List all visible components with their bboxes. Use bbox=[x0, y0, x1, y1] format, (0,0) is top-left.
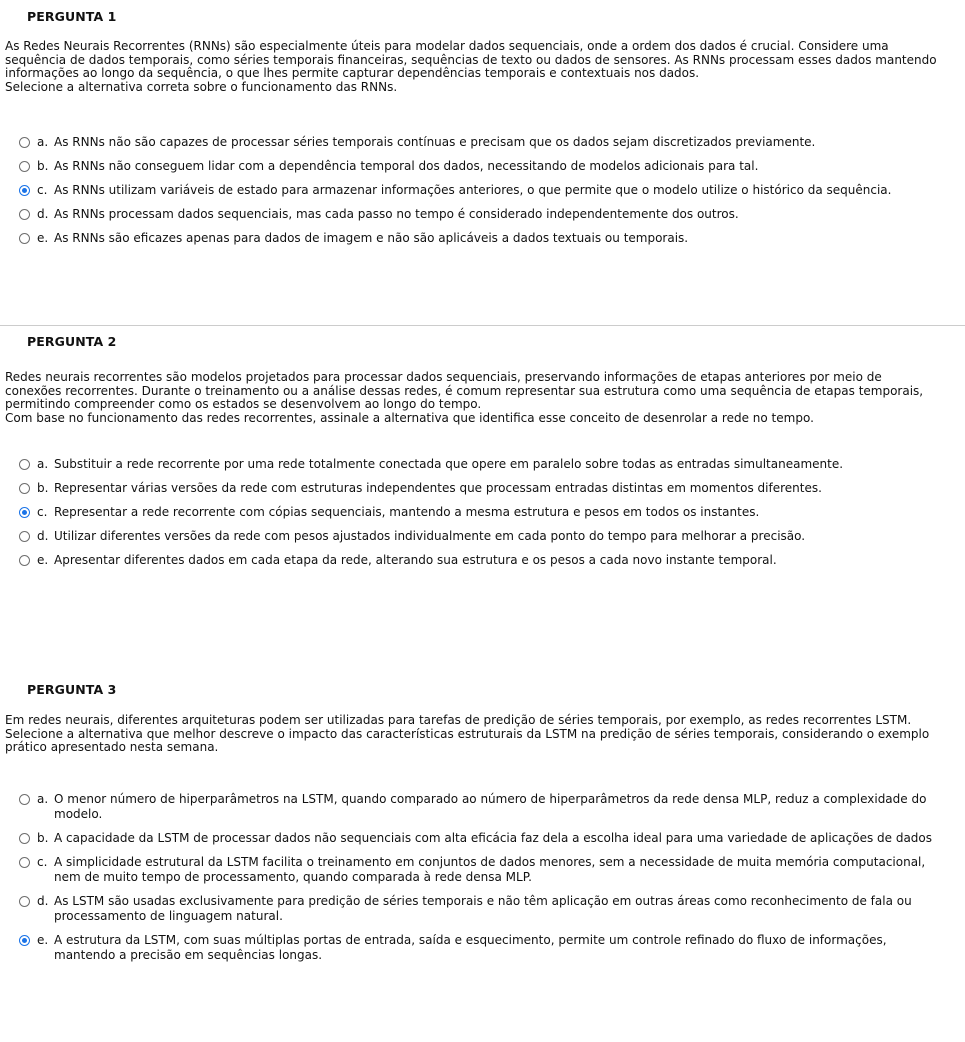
option-c[interactable] bbox=[5, 855, 940, 885]
option-letter: a. bbox=[37, 792, 49, 806]
radio-button-icon[interactable] bbox=[19, 794, 30, 805]
option-letter: a. bbox=[37, 457, 49, 471]
option-b[interactable] bbox=[5, 481, 940, 496]
option-b[interactable] bbox=[5, 159, 940, 174]
option-d[interactable] bbox=[5, 207, 940, 222]
question-stem bbox=[5, 371, 940, 425]
option-c[interactable] bbox=[5, 183, 940, 198]
radio-button-icon[interactable] bbox=[19, 233, 30, 244]
option-letter: b. bbox=[37, 159, 49, 173]
option-letter: d. bbox=[37, 207, 49, 221]
option-c[interactable] bbox=[5, 505, 940, 520]
option-text[interactable]: Representar a rede recorrente com cópias sequenciais, mantendo a mesma estrutura e pesos em todos os instantes. bbox=[54, 505, 760, 519]
question-text: Em redes neurais, diferentes arquiteturas podem ser utilizadas para tarefas de predição de séries temporais, por exemplo, as redes recorrentes LSTM. bbox=[5, 713, 912, 727]
option-text[interactable]: As RNNs utilizam variáveis de estado para armazenar informações anteriores, o que permite que o modelo utilize o histórico da sequência. bbox=[54, 183, 892, 197]
option-e[interactable] bbox=[5, 553, 940, 568]
option-text[interactable]: A capacidade da LSTM de processar dados não sequenciais com alta eficácia faz dela a escolha ideal para uma variedade de aplicações de dados bbox=[54, 831, 933, 845]
question-title: PERGUNTA 1 bbox=[27, 9, 117, 24]
option-a[interactable] bbox=[5, 135, 940, 150]
question-2 bbox=[0, 325, 965, 567]
answer-options bbox=[5, 792, 940, 972]
option-letter: e. bbox=[37, 933, 49, 947]
option-text[interactable]: Representar várias versões da rede com estruturas independentes que processam entradas distintas em momentos diferentes. bbox=[54, 481, 822, 495]
question-text: As Redes Neurais Recorrentes (RNNs) são especialmente úteis para modelar dados sequenciais, onde a ordem dos dados é crucial. Considere uma sequência de dados temporais, como séries temporais financeiras, sequências de texto ou dados de sensores. As RNNs processam esses dados mantendo informações ao longo da sequência, o que lhes permite capturar dependências temporais e contextuais nos dados. bbox=[5, 39, 937, 80]
radio-button-selected-icon[interactable] bbox=[19, 935, 30, 946]
question-text: Redes neurais recorrentes são modelos projetados para processar dados sequenciais, preservando informações de etapas anteriores por meio de conexões recorrentes. Durante o treinamento ou a análise dessas redes, é comum representar sua estrutura como uma sequência de etapas temporais, permitindo compreender como os estados se desenvolvem ao longo do tempo. bbox=[5, 370, 924, 411]
radio-button-icon[interactable] bbox=[19, 209, 30, 220]
option-text[interactable]: As RNNs não conseguem lidar com a dependência temporal dos dados, necessitando de modelos adicionais para tal. bbox=[54, 159, 759, 173]
option-e[interactable] bbox=[5, 231, 940, 246]
radio-button-icon[interactable] bbox=[19, 896, 30, 907]
question-stem bbox=[5, 714, 940, 755]
radio-button-icon[interactable] bbox=[19, 857, 30, 868]
question-title: PERGUNTA 3 bbox=[27, 682, 117, 697]
radio-button-selected-icon[interactable] bbox=[19, 185, 30, 196]
option-text[interactable]: Utilizar diferentes versões da rede com pesos ajustados individualmente em cada ponto do tempo para melhorar a precisão. bbox=[54, 529, 806, 543]
option-text[interactable]: As RNNs são eficazes apenas para dados de imagem e não são aplicáveis a dados textuais ou temporais. bbox=[54, 231, 689, 245]
option-b[interactable] bbox=[5, 831, 940, 846]
question-instruction: Com base no funcionamento das redes recorrentes, assinale a alternativa que identifica esse conceito de desenrolar a rede no tempo. bbox=[5, 410, 814, 425]
radio-button-icon[interactable] bbox=[19, 161, 30, 172]
radio-button-icon[interactable] bbox=[19, 483, 30, 494]
option-letter: b. bbox=[37, 831, 49, 845]
option-letter: c. bbox=[37, 505, 48, 519]
option-e[interactable] bbox=[5, 933, 940, 963]
radio-button-icon[interactable] bbox=[19, 531, 30, 542]
question-stem bbox=[5, 40, 940, 94]
question-instruction: Selecione a alternativa que melhor descreve o impacto das características estruturais da LSTM na predição de séries temporais, considerando o exemplo prático apresentado nesta semana. bbox=[5, 726, 930, 754]
answer-options bbox=[5, 135, 940, 255]
option-letter: a. bbox=[37, 135, 49, 149]
question-instruction: Selecione a alternativa correta sobre o funcionamento das RNNs. bbox=[5, 79, 398, 94]
option-text[interactable]: Substituir a rede recorrente por uma rede totalmente conectada que opere em paralelo sobre todas as entradas simultaneamente. bbox=[54, 457, 844, 471]
option-letter: e. bbox=[37, 231, 49, 245]
option-text[interactable]: O menor número de hiperparâmetros na LSTM, quando comparado ao número de hiperparâmetros da rede densa MLP, reduz a complexidade do modelo. bbox=[54, 792, 927, 821]
option-text[interactable]: As LSTM são usadas exclusivamente para predição de séries temporais e não têm aplicação em outras áreas como reconhecimento de fala ou processamento de linguagem natural. bbox=[54, 894, 912, 923]
radio-button-icon[interactable] bbox=[19, 833, 30, 844]
radio-button-selected-icon[interactable] bbox=[19, 507, 30, 518]
option-text[interactable]: A simplicidade estrutural da LSTM facilita o treinamento em conjuntos de dados menores, sem a necessidade de muita memória computacional, nem de muito tempo de processamento, quando comparada à rede densa MLP. bbox=[54, 855, 926, 884]
question-title: PERGUNTA 2 bbox=[27, 334, 117, 349]
option-letter: e. bbox=[37, 553, 49, 567]
option-a[interactable] bbox=[5, 457, 940, 472]
option-letter: c. bbox=[37, 183, 48, 197]
option-text[interactable]: As RNNs não são capazes de processar séries temporais contínuas e precisam que os dados sejam discretizados previamente. bbox=[54, 135, 816, 149]
option-d[interactable] bbox=[5, 894, 940, 924]
option-a[interactable] bbox=[5, 792, 940, 822]
option-letter: d. bbox=[37, 894, 49, 908]
option-letter: d. bbox=[37, 529, 49, 543]
option-letter: c. bbox=[37, 855, 48, 869]
radio-button-icon[interactable] bbox=[19, 137, 30, 148]
answer-options bbox=[5, 457, 940, 577]
option-text[interactable]: As RNNs processam dados sequenciais, mas cada passo no tempo é considerado independentemente dos outros. bbox=[54, 207, 739, 221]
option-text[interactable]: A estrutura da LSTM, com suas múltiplas portas de entrada, saída e esquecimento, permite um controle refinado do fluxo de informações, mantendo a precisão em sequências longas. bbox=[54, 933, 887, 962]
radio-button-icon[interactable] bbox=[19, 459, 30, 470]
option-text[interactable]: Apresentar diferentes dados em cada etapa da rede, alterando sua estrutura e os pesos a cada novo instante temporal. bbox=[54, 553, 777, 567]
radio-button-icon[interactable] bbox=[19, 555, 30, 566]
option-d[interactable] bbox=[5, 529, 940, 544]
option-letter: b. bbox=[37, 481, 49, 495]
